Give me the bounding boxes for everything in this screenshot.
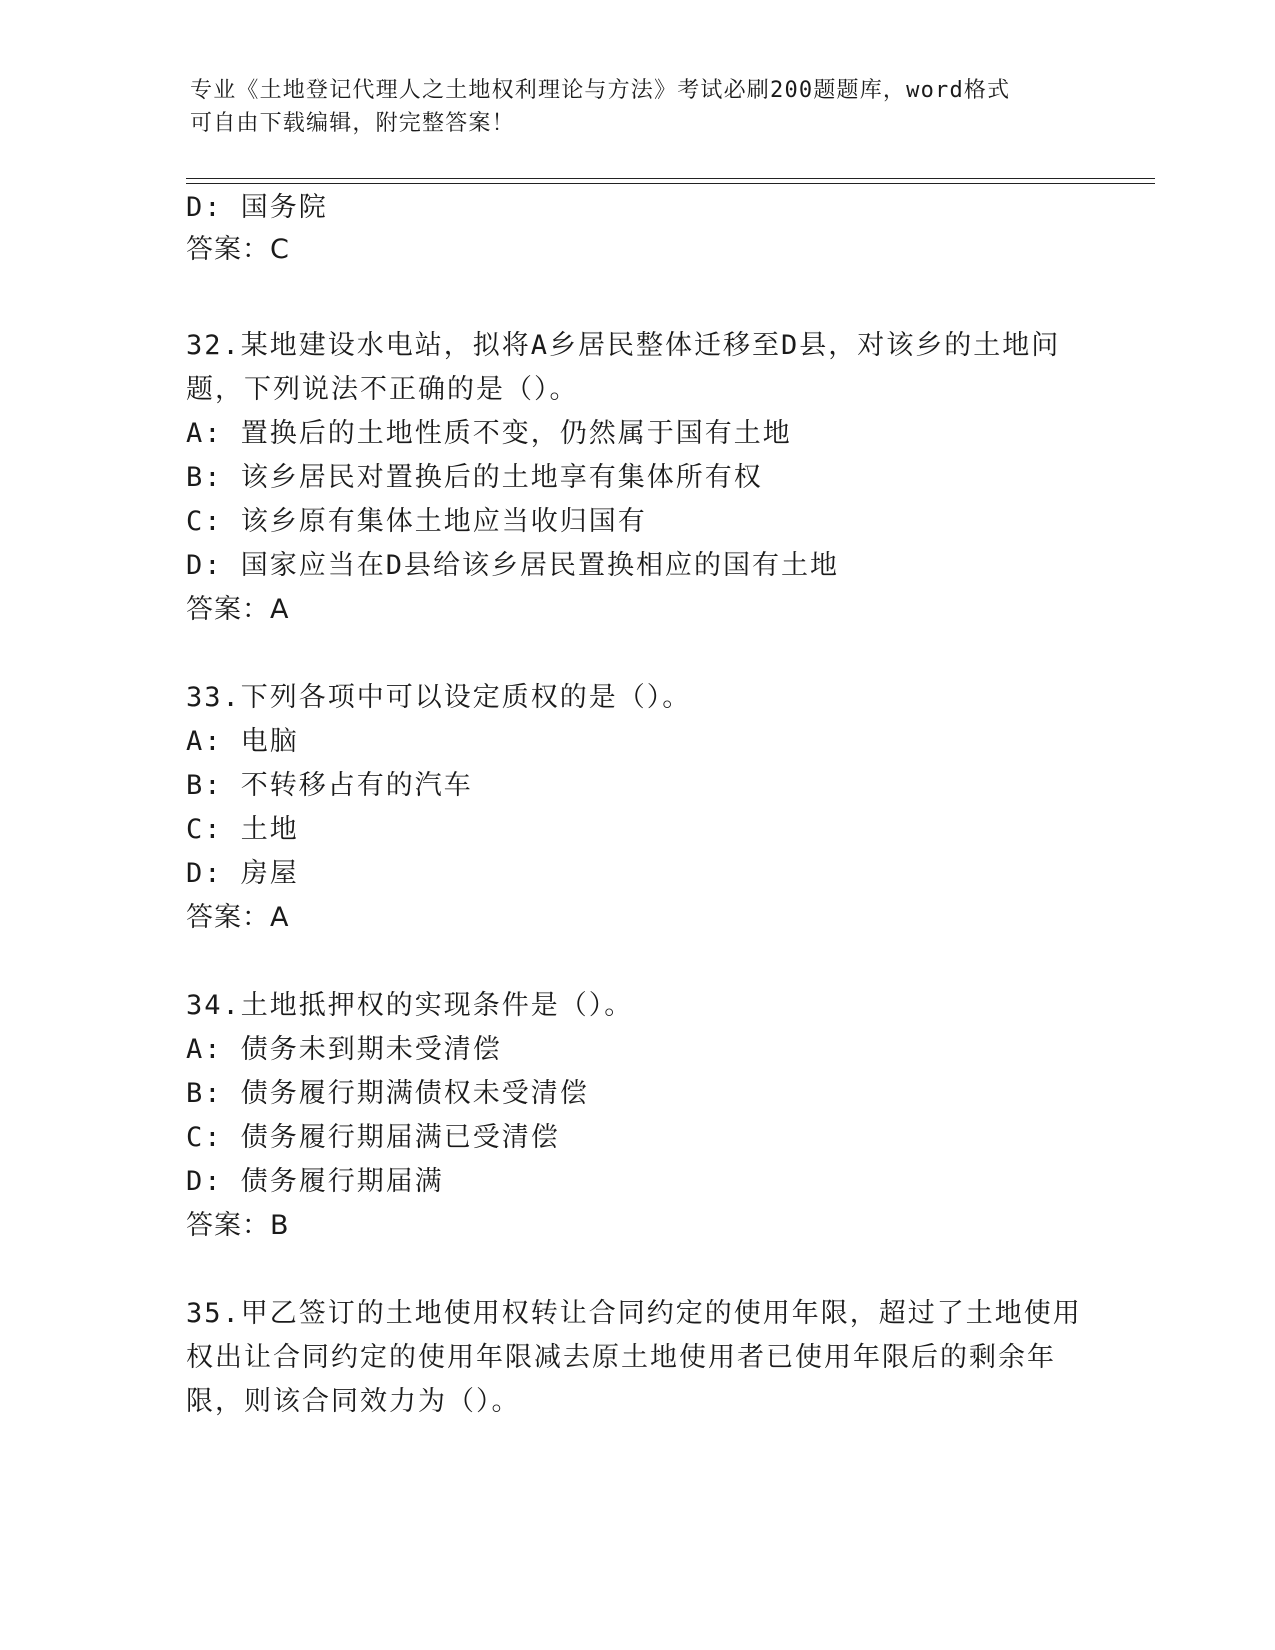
question-stem: 题，下列说法不正确的是（）。 bbox=[186, 374, 579, 405]
header-divider-top bbox=[186, 178, 1155, 179]
option-d: D: 国家应当在D县给该乡居民置换相应的国有土地 bbox=[186, 550, 840, 581]
option-d: D: 国务院 bbox=[186, 192, 328, 223]
question-stem: 34.土地抵押权的实现条件是（）。 bbox=[186, 990, 634, 1021]
option-c: C: 该乡原有集体土地应当收归国有 bbox=[186, 506, 647, 537]
header-divider-bottom bbox=[186, 183, 1155, 184]
option-c: C: 债务履行期届满已受清偿 bbox=[186, 1122, 560, 1153]
header-line-2: 可自由下载编辑，附完整答案！ bbox=[190, 111, 515, 136]
answer: 答案：C bbox=[186, 234, 290, 265]
header-line-1: 专业《土地登记代理人之土地权利理论与方法》考试必刷200题题库，word格式 bbox=[190, 78, 1011, 103]
option-b: B: 债务履行期满债权未受清偿 bbox=[186, 1078, 589, 1109]
question-stem: 35.甲乙签订的土地使用权转让合同约定的使用年限，超过了土地使用 bbox=[186, 1298, 1082, 1329]
option-a: A: 债务未到期未受清偿 bbox=[186, 1034, 502, 1065]
option-d: D: 房屋 bbox=[186, 858, 299, 889]
question-stem: 限，则该合同效力为（）。 bbox=[186, 1386, 521, 1417]
question-stem: 权出让合同约定的使用年限减去原土地使用者已使用年限后的剩余年 bbox=[186, 1342, 1056, 1373]
answer: 答案：A bbox=[186, 902, 290, 933]
option-b: B: 不转移占有的汽车 bbox=[186, 770, 473, 801]
document-header bbox=[190, 74, 1080, 140]
option-a: A: 置换后的土地性质不变，仍然属于国有土地 bbox=[186, 418, 792, 449]
answer: 答案：B bbox=[186, 1210, 290, 1241]
option-b: B: 该乡居民对置换后的土地享有集体所有权 bbox=[186, 462, 763, 493]
option-a: A: 电脑 bbox=[186, 726, 299, 757]
answer: 答案：A bbox=[186, 594, 290, 625]
question-stem: 33.下列各项中可以设定质权的是（）。 bbox=[186, 682, 692, 713]
question-stem: 32.某地建设水电站，拟将A乡居民整体迁移至D县，对该乡的土地问 bbox=[186, 330, 1061, 361]
option-c: C: 土地 bbox=[186, 814, 299, 845]
option-d: D: 债务履行期届满 bbox=[186, 1166, 444, 1197]
